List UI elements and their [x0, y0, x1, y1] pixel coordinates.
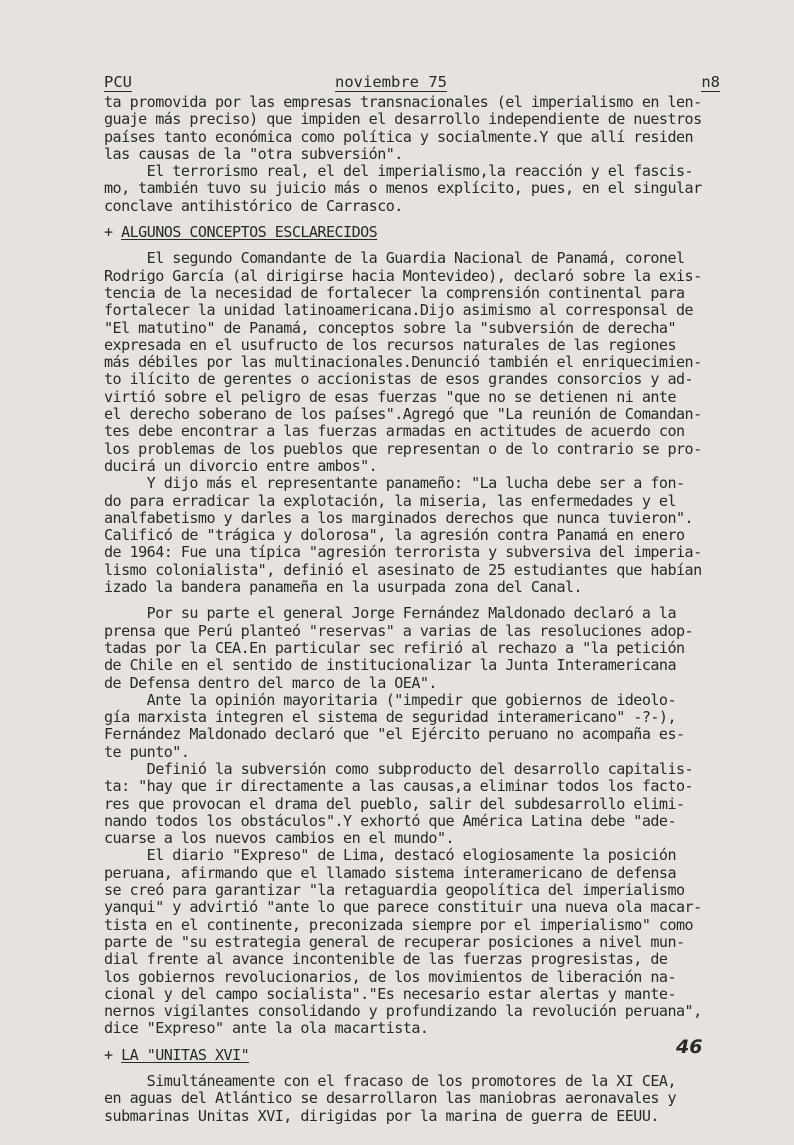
- header-issue: n8: [701, 73, 720, 91]
- text-line: Simultáneamente con el fracaso de los promotores de la XI CEA,: [104, 1072, 676, 1091]
- text-line: parte de "su estrategia general de recuperar posiciones a nivel mun-: [104, 932, 685, 951]
- header-publication: PCU: [104, 73, 132, 91]
- text-line: virtió sobre el peligro de esas fuerzas "que no se detienen ni ante: [104, 387, 676, 406]
- text-line: Fernández Maldonado declaró que "el Ejército peruano no acompaña es-: [104, 725, 685, 744]
- section-heading: [104, 1047, 724, 1064]
- text-line: el derecho soberano de los países".Agregó que "La reunión de Comandan-: [104, 405, 702, 424]
- text-line: yanqui" y advirtió "ante lo que parece constituir una nueva ola macar-: [104, 898, 702, 917]
- text-line: de 1964: Fue una típica "agresión terrorista y subversiva del imperia-: [104, 543, 702, 562]
- text-line: prensa que Perú planteó "reservas" a varias de las resoluciones adop-: [104, 621, 694, 640]
- bullet-icon: +: [104, 1045, 122, 1064]
- text-line: Calificó de "trágica y dolorosa", la agresión contra Panamá en enero: [104, 526, 685, 545]
- text-line: conclave antihistórico de Carrasco.: [104, 196, 403, 215]
- text-line: analfabetismo y darles a los marginados derechos que nunca tuvieron".: [104, 508, 694, 527]
- text-line: tista en el continente, preconizada siempre por el imperialismo" como: [104, 915, 694, 934]
- page-number: 46: [676, 1036, 703, 1058]
- text-line: más débiles por las multinacionales.Denunció también el enriquecimien-: [104, 353, 702, 372]
- section-heading: [104, 224, 724, 241]
- bullet-icon: +: [104, 223, 122, 242]
- text-line: de Defensa dentro del marco de la OEA".: [104, 673, 437, 692]
- text-line: tadas por la CEA.En particular sec refirió al rechazo a "la petición: [104, 638, 685, 657]
- text-line: los problemas de los pueblos que representan o de lo contrario se pro-: [104, 439, 702, 458]
- header-date: noviembre 75: [335, 73, 447, 91]
- document-body: [104, 94, 724, 1125]
- text-line: "El matutino" de Panamá, conceptos sobre la "subversión de derecha": [104, 318, 676, 337]
- text-line: gía marxista integren el sistema de seguridad interamericano" -?-),: [104, 708, 676, 727]
- text-line: Ante la opinión mayoritaria ("impedir que gobiernos de ideolo-: [104, 690, 676, 709]
- text-line: los gobiernos revolucionarios, de los movimientos de liberación na-: [104, 967, 676, 986]
- text-line: se creó para garantizar "la retaguardia geopolítica del imperialismo: [104, 881, 685, 900]
- text-line: fortalecer la unidad latinoamericana.Dijo asimismo al corresponsal de: [104, 301, 694, 320]
- text-line: Y dijo más el representante panameño: "La lucha debe ser a fon-: [104, 474, 685, 493]
- text-line: tes debe encontrar a las fuerzas armadas en actitudes de acuerdo con: [104, 422, 685, 441]
- text-line: en aguas del Atlántico se desarrollaron las maniobras aeronavales y: [104, 1089, 676, 1108]
- text-line: El segundo Comandante de la Guardia Nacional de Panamá, coronel: [104, 249, 685, 268]
- text-line: El terrorismo real, el del imperialismo,la reacción y el fascis-: [104, 162, 694, 181]
- text-line: guaje más preciso) que impiden el desarrollo independiente de nuestros: [104, 110, 702, 129]
- section-title: LA "UNITAS XVI": [121, 1045, 250, 1064]
- text-line: dial frente al avance incontenible de las fuerzas progresistas, de: [104, 950, 668, 969]
- text-line: ta promovida por las empresas transnacionales (el imperialismo en len-: [104, 93, 702, 111]
- text-line: lismo colonialista", definió el asesinato de 25 estudiantes que habían: [104, 560, 702, 579]
- text-line: ta: "hay que ir directamente a las causas,a eliminar todos los facto-: [104, 777, 694, 796]
- text-line: te punto".: [104, 742, 190, 761]
- text-line: de Chile en el sentido de institucionalizar la Junta Interamericana: [104, 656, 676, 675]
- text-line: cuarse a los nuevos cambios en el mundo".: [104, 829, 455, 848]
- text-line: Por su parte el general Jorge Fernández Maldonado declaró a la: [104, 604, 676, 623]
- text-line: submarinas Unitas XVI, dirigidas por la marina de guerra de EEUU.: [104, 1106, 659, 1125]
- text-line: cional y del campo socialista"."Es necesario estar alertas y mante-: [104, 984, 676, 1003]
- text-line: to ilícito de gerentes o accionistas de esos grandes consorcios y ad-: [104, 370, 694, 389]
- text-line: Rodrigo García (al dirigirse hacia Montevideo), declaró sobre la exis-: [104, 266, 702, 285]
- text-line: tencia de la necesidad de fortalecer la comprensión continental para: [104, 283, 685, 302]
- text-line: peruana, afirmando que el llamado sistema interamericano de defensa: [104, 863, 676, 882]
- text-line: do para erradicar la explotación, la miseria, las enfermedades y el: [104, 491, 676, 510]
- text-line: nando todos los obstáculos".Y exhortó que América Latina debe "ade-: [104, 811, 676, 830]
- text-line: izado la bandera panameña en la usurpada zona del Canal.: [104, 578, 583, 597]
- text-line: expresada en el usufructo de los recursos naturales de las regiones: [104, 335, 676, 354]
- text-line: mo, también tuvo su juicio más o menos explícito, pues, en el singular: [104, 179, 702, 198]
- section-title: ALGUNOS CONCEPTOS ESCLARECIDOS: [121, 223, 378, 242]
- text-line: países tanto económica como política y socialmente.Y que allí residen: [104, 127, 694, 146]
- text-line: dice "Expreso" ante la ola macartista.: [104, 1019, 429, 1038]
- page-header: [104, 74, 720, 94]
- text-line: res que provocan el drama del pueblo, salir del subdesarrollo elimi-: [104, 794, 685, 813]
- text-line: ducirá un divorcio entre ambos".: [104, 456, 378, 475]
- text-line: las causas de la "otra subversión".: [104, 144, 403, 163]
- text-line: nernos vigilantes consolidando y profundizando la revolución peruana",: [104, 1002, 702, 1021]
- text-line: El diario "Expreso" de Lima, destacó elogiosamente la posición: [104, 846, 676, 865]
- text-line: Definió la subversión como subproducto del desarrollo capitalis-: [104, 759, 694, 778]
